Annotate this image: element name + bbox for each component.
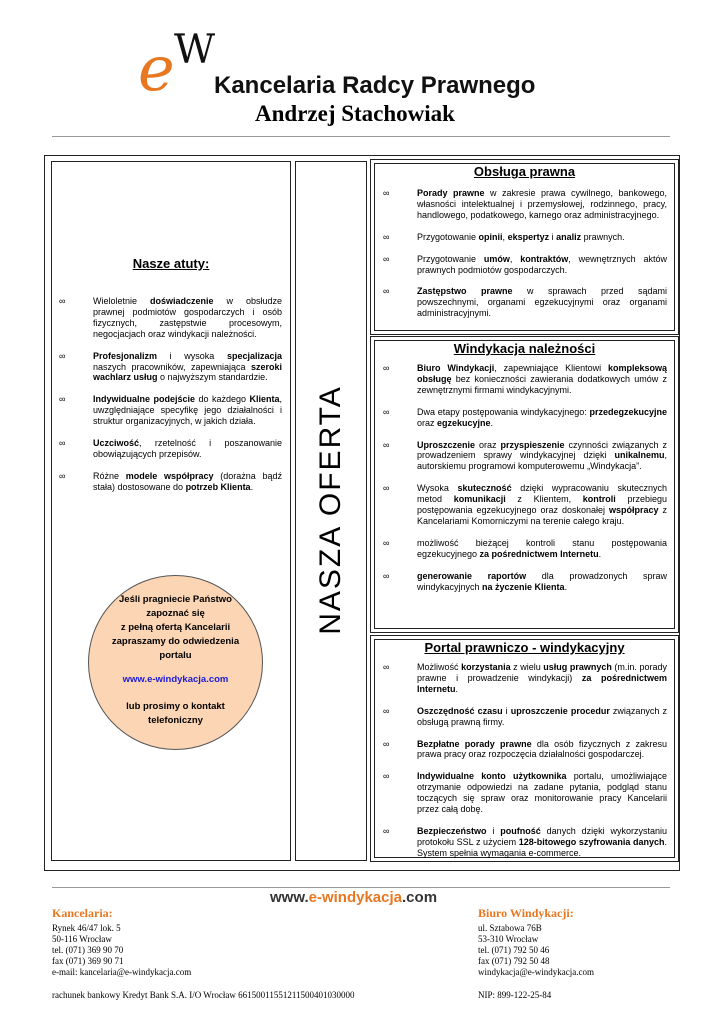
section-debt-collection bbox=[370, 336, 679, 633]
list-item: ∞ Indywidualne konto użytkownika portalu, umożliwiające otrzymanie odpowiedzi na zadane pytania, podgląd stanu toczących się spraw oraz monitorowanie pracy Kancelarii przez całą dobę. bbox=[383, 771, 667, 815]
header-divider bbox=[52, 136, 670, 137]
office-fax: fax (071) 369 90 71 bbox=[52, 956, 124, 966]
bullet-icon: ∞ bbox=[383, 825, 390, 836]
list-item: ∞ Przygotowanie umów, kontraktów, wewnętrznych aktów prawnych podmiotów gospodarczych. bbox=[383, 253, 667, 275]
section-title: Obsługa prawna bbox=[473, 164, 576, 179]
collection-email[interactable]: windykacja@e-windykacja.com bbox=[478, 967, 594, 977]
office-address: Rynek 46/47 lok. 5 bbox=[52, 923, 121, 933]
lawyer-name: Andrzej Stachowiak bbox=[255, 101, 455, 126]
collection-heading: Biuro Windykacji: bbox=[478, 906, 574, 920]
list-item: ∞ Indywidualne podejście do każdego Klienta, uwzględniające specyfikę jego działalności i struktur organizacyjnych, w jakich działa. bbox=[59, 394, 282, 427]
bullet-icon: ∞ bbox=[383, 537, 390, 548]
collection-phone: tel. (071) 792 50 46 bbox=[478, 945, 550, 955]
circle-line: Jeśli pragniecie Państwo bbox=[119, 594, 232, 605]
list-item: ∞ Wysoka skuteczność dzięki wypracowaniu skutecznych metod komunikacji z Klientem, kontroli przebiegu postępowania egzekucyjnego oraz doskonałej współpracy z Kancelariami Komorniczymi na terenie całego kraju. bbox=[383, 483, 668, 526]
bullet-icon: ∞ bbox=[59, 470, 66, 481]
office-city: 50-116 Wrocław bbox=[52, 934, 112, 944]
list-item: ∞ Uczciwość, rzetelność i poszanowanie obowiązujących przepisów. bbox=[59, 438, 282, 459]
section-portal bbox=[370, 635, 679, 862]
list-item: ∞ Biuro Windykacji, zapewniające Klientowi kompleksową obsługę bez konieczności zawierania dodatkowych umów z zewnętrznymi firmami windykacyjnymi. bbox=[383, 363, 668, 395]
list-item: ∞ możliwość bieżącej kontroli stanu postępowania egzekucyjnego za pośrednictwem Internetu. bbox=[383, 537, 667, 559]
list-item: ∞ Bezpłatne porady prawne dla osób fizycznych z zakresu prawa pracy oraz rozpoczęcia działalności gospodarczej. bbox=[383, 738, 667, 760]
bullet-icon: ∞ bbox=[383, 771, 390, 782]
advantages-title: Nasze atuty: bbox=[132, 256, 210, 271]
section-list bbox=[381, 662, 667, 870]
section-list bbox=[381, 188, 667, 330]
collection-address: ul. Sztabowa 76B bbox=[478, 923, 542, 933]
logo-e: e bbox=[138, 32, 175, 105]
circle-line: zapoznać się bbox=[146, 608, 205, 619]
bullet-icon: ∞ bbox=[383, 188, 390, 198]
bullet-icon: ∞ bbox=[383, 738, 390, 749]
circle-line: z pełną ofertą Kancelarii bbox=[120, 622, 231, 633]
bullet-icon: ∞ bbox=[383, 705, 390, 716]
bullet-icon: ∞ bbox=[383, 483, 390, 494]
bullet-icon: ∞ bbox=[383, 286, 390, 297]
bullet-icon: ∞ bbox=[383, 570, 390, 581]
collection-fax: fax (071) 792 50 48 bbox=[478, 956, 550, 966]
list-item: ∞ Dwa etapy postępowania windykacyjnego: przedegzekucyjne oraz egzekucyjne. bbox=[383, 406, 667, 428]
list-item: ∞ Zastępstwo prawne w sprawach przed sądami powszechnymi, organami egzekucyjnymi oraz organami administracyjnymi. bbox=[383, 286, 667, 319]
footer-url[interactable]: www.e-windykacja.com bbox=[270, 889, 438, 906]
circle-line: zapraszamy do odwiedzenia bbox=[111, 636, 240, 647]
firm-name: Kancelaria Radcy Prawnego bbox=[214, 72, 536, 99]
bullet-icon: ∞ bbox=[383, 231, 390, 242]
list-item: ∞ Oszczędność czasu i uproszczenie procedur związanych z obsługą prawną firmy. bbox=[383, 705, 667, 727]
list-item: ∞ Przygotowanie opinii, ekspertyz i analiz prawnych. bbox=[383, 231, 625, 242]
section-legal-service bbox=[370, 159, 679, 335]
circle-line: portalu bbox=[159, 650, 192, 661]
bullet-icon: ∞ bbox=[383, 363, 390, 373]
list-item: ∞ Możliwość korzystania z wielu usług prawnych (m.in. porady prawne i prowadzenie windykacji) za pośrednictwem Internetu. bbox=[383, 662, 668, 694]
section-title: Windykacja należności bbox=[453, 341, 596, 356]
list-item: ∞ Wieloletnie doświadczenie w obsłudze prawnej podmiotów gospodarczych i osób fizycznych, zastępstwie procesowym, negocjacjach oraz windykacji należności. bbox=[59, 296, 282, 339]
offer-vertical-label: NASZA OFERTA bbox=[314, 385, 347, 635]
logo-w: W bbox=[174, 27, 214, 73]
list-item: ∞ Różne modele współpracy (dorażna bądź stała) dostosowane do potrzeb Klienta. bbox=[59, 470, 282, 492]
bullet-icon: ∞ bbox=[383, 406, 390, 417]
collection-city: 53-310 Wrocław bbox=[478, 934, 539, 944]
section-title: Portal prawniczo - windykacyjny bbox=[424, 640, 625, 655]
list-item: ∞ generowanie raportów dla prowadzonych spraw windykacyjnych na życzenie Klienta. bbox=[383, 570, 667, 592]
bullet-icon: ∞ bbox=[59, 296, 66, 306]
bullet-icon: ∞ bbox=[383, 662, 390, 672]
tax-id: NIP: 899-122-25-84 bbox=[478, 990, 552, 1000]
circle-line: lub prosimy o kontakt bbox=[126, 701, 225, 712]
list-item: ∞ Porady prawne w zakresie prawa cywilnego, bankowego, własności intelektualnej i przemysłowej, rodzinnego, pracy, handlowego, podatkowego, karnego oraz administracyjnego. bbox=[383, 188, 667, 220]
footer-divider bbox=[52, 887, 670, 888]
bank-account: rachunek bankowy Kredyt Bank S.A. I/O Wrocław 66150011551211500401030000 bbox=[52, 990, 355, 1000]
office-email[interactable]: e-mail: kancelaria@e-windykacja.com bbox=[52, 967, 192, 977]
bullet-icon: ∞ bbox=[383, 439, 390, 450]
list-item: ∞ Profesjonalizm i wysoka specjalizacja naszych pracowników, zapewniająca szeroki wachlarz usług o najwyższym standardzie. bbox=[59, 350, 282, 383]
bullet-icon: ∞ bbox=[383, 253, 390, 264]
portal-link[interactable]: www.e-windykacja.com bbox=[122, 674, 229, 685]
office-phone: tel. (071) 369 90 70 bbox=[52, 945, 124, 955]
advantages-list bbox=[57, 296, 282, 504]
bullet-icon: ∞ bbox=[59, 350, 66, 361]
list-item: ∞ Uproszczenie oraz przyspieszenie czynności związanych z prowadzeniem sprawy windykacyjnej dzięki unikalnemu, autorskiemu programowi komputerowemu „Windykacja”. bbox=[383, 439, 667, 472]
circle-line: telefoniczny bbox=[148, 715, 203, 726]
office-heading: Kancelaria: bbox=[52, 906, 113, 920]
bullet-icon: ∞ bbox=[59, 438, 66, 449]
bullet-icon: ∞ bbox=[59, 394, 66, 405]
section-list bbox=[381, 363, 667, 604]
list-item: ∞ Bezpieczeństwo i poufność danych dzięki wykorzystaniu protokołu SSL z użyciem 128-bitowego szyfrowania danych. System spełnia wymagania e-commerce. bbox=[383, 825, 667, 858]
